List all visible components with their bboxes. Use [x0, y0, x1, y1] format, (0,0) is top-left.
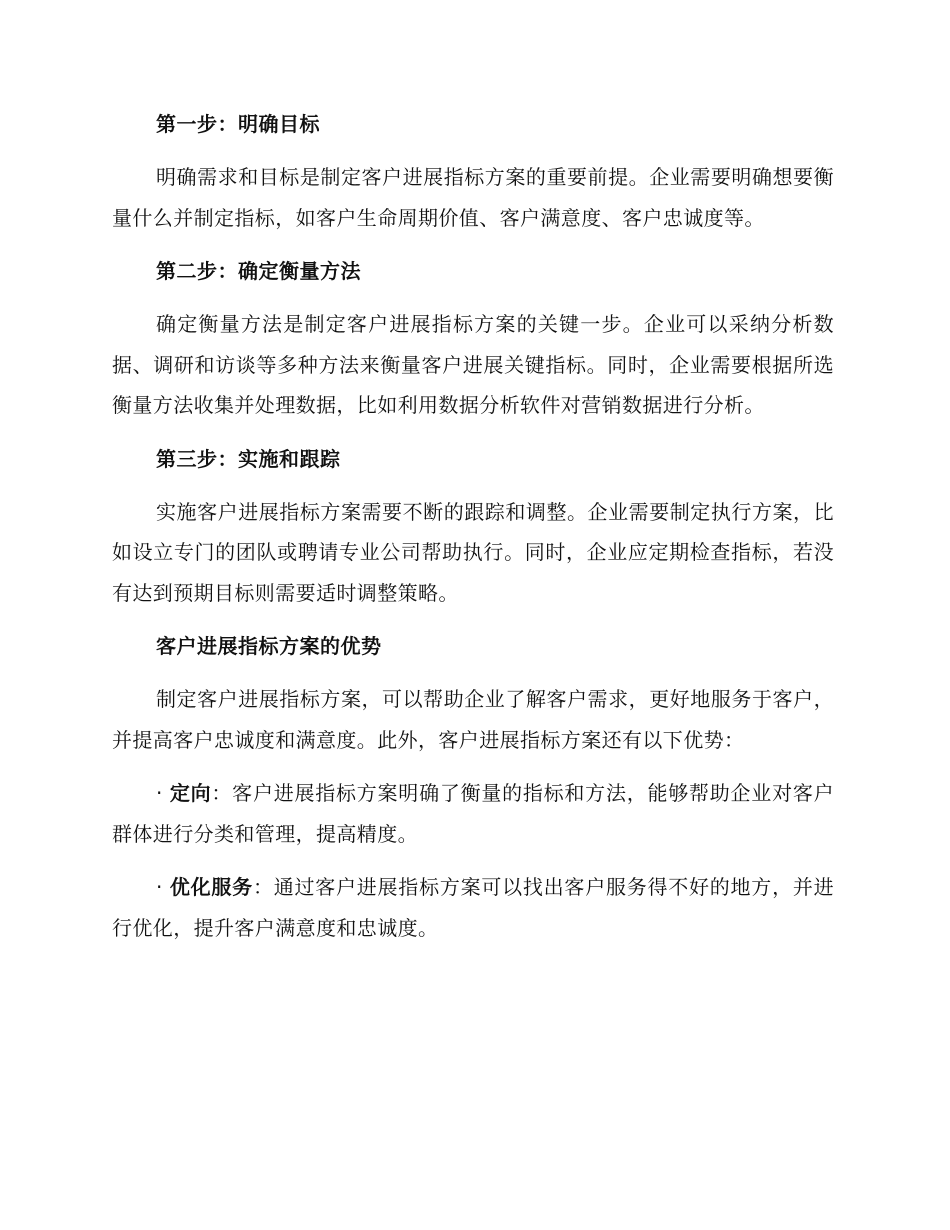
section-heading-advantages: 客户进展指标方案的优势 — [156, 634, 382, 658]
section-heading-step-3: 第三步：实施和跟踪 — [156, 446, 341, 471]
bullet-item-service-optimization — [112, 867, 834, 948]
section-paragraph-step-3: 实施客户进展指标方案需要不断的跟踪和调整。企业需要制定执行方案，比如设立专门的团队或聘请专业公司帮助执行。同时，企业应定期检查指标，若没有达到预期目标则需要适时调整策略。 — [112, 499, 834, 605]
bullet-lead: 定向 — [169, 781, 212, 805]
section-heading-step-1: 第一步：明确目标 — [156, 112, 320, 136]
document-body — [112, 104, 834, 961]
section-paragraph-advantages: 制定客户进展指标方案，可以帮助企业了解客户需求，更好地服务于客户，并提高客户忠诚度和满意度。此外，客户进展指标方案还有以下优势： — [112, 687, 834, 752]
section-paragraph-step-2: 确定衡量方法是制定客户进展指标方案的关键一步。企业可以采纳分析数据、调研和访谈等多种方法来衡量客户进展关键指标。同时，企业需要根据所选衡量方法收集并处理数据，比如利用数据分析软件对营销数据进行分析。 — [112, 312, 834, 417]
bullet-text: ：通过客户进展指标方案可以找出客户服务得不好的地方，并进行优化，提升客户满意度和忠诚度。 — [112, 875, 835, 940]
bullet-lead: 优化服务 — [169, 875, 253, 899]
bullet-item-targeting — [112, 773, 834, 854]
bullet-text: ：客户进展指标方案明确了衡量的指标和方法，能够帮助企业对客户群体进行分类和管理，提高精度。 — [112, 781, 834, 846]
bullet-marker: · — [156, 781, 170, 805]
section-heading-step-2: 第二步：确定衡量方法 — [156, 259, 361, 283]
bullet-marker: · — [156, 875, 170, 899]
section-paragraph-step-1: 明确需求和目标是制定客户进展指标方案的重要前提。企业需要明确想要衡量什么并制定指标，如客户生命周期价值、客户满意度、客户忠诚度等。 — [112, 165, 834, 230]
